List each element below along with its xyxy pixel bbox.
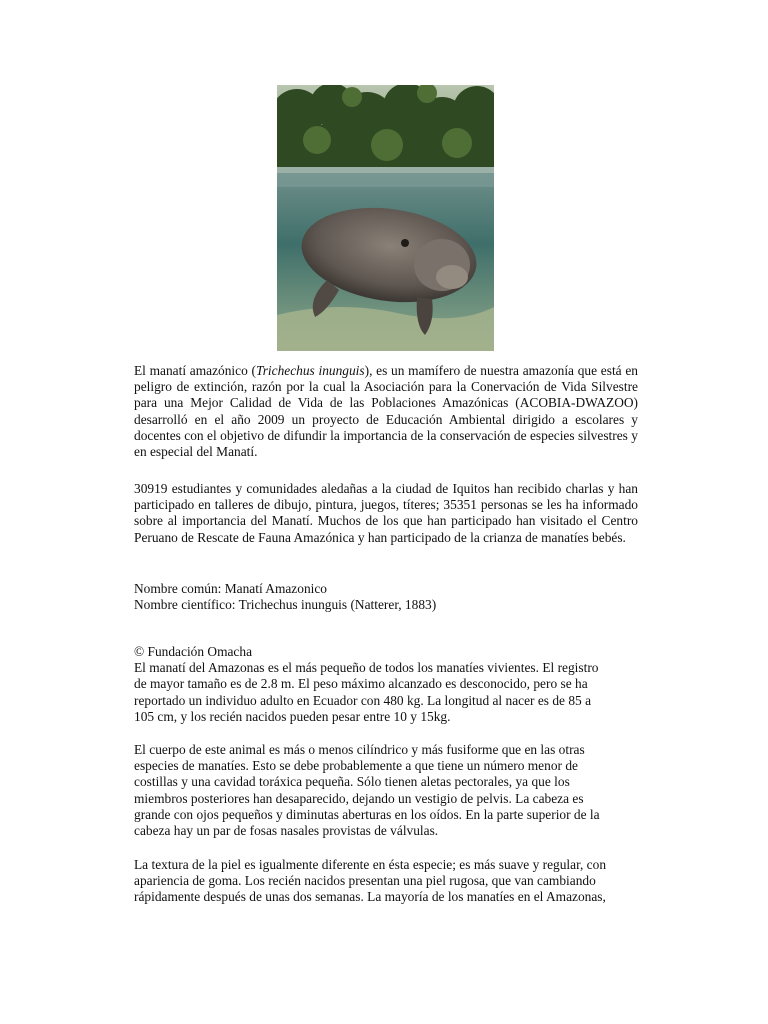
text-line: grande con ojos pequeños y diminutas aberturas en los oídos. En la parte superior de la [134, 806, 600, 822]
names-block [134, 581, 638, 613]
text-line: El cuerpo de este animal es más o menos cilíndrico y más fusiforme que en las otras [134, 742, 585, 757]
skin-paragraph [134, 857, 638, 906]
text-line: El manatí del Amazonas es el más pequeño de todos los manatíes vivientes. El registro [134, 660, 599, 676]
intro-text-rest: ), es un mamífero de nuestra amazonía que está en peligro de extinción, razón por la cual la Asociación para la Conervación de Vida Silvestre para una Mejor Calidad de Vida de las Poblaciones Amazónicas (ACOBIA-DWAZOO) desarrolló en el año 2009 un proyecto de Educación Ambiental dirigido a escolares y docentes con el objetivo de difundir la importancia de la conservación de especies silvestres y en especial del Manatí. [134, 363, 638, 460]
body-paragraph [134, 742, 638, 839]
credit-line: © Fundación Omacha [134, 644, 253, 659]
text-line: La textura de la piel es igualmente diferente en ésta especie; es más suave y regular, con [134, 857, 607, 872]
manatee-photo [277, 85, 494, 351]
size-paragraph [134, 644, 638, 725]
species-name-italic: Trichechus inunguis [255, 363, 365, 378]
text-line: costillas y una cavidad toráxica pequeña. Sólo tienen aletas pectorales, ya que los [134, 774, 570, 790]
common-name: Nombre común: Manatí Amazonico [134, 581, 327, 596]
text-line: rápidamente después de unas dos semanas. La mayoría de los manatíes en el Amazonas, [134, 889, 606, 905]
scientific-name: Nombre científico: Trichechus inunguis (Natterer, 1883) [134, 597, 437, 613]
participation-text: 30919 estudiantes y comunidades aledañas a la ciudad de Iquitos han recibido charlas y han participado en talleres de dibujo, pintura, juegos, títeres; 35351 personas se les ha informado sobre al importancia del Manatí. Muchos de los que han participado han visitado el Centro Peruano de Rescate de Fauna Amazónica y han participado de la crianza de manatíes bebés. [134, 481, 638, 545]
text-line: miembros posteriores han desaparecido, dejando un vestigio de pelvis. La cabeza es [134, 790, 584, 806]
text-line: cabeza hay un par de fosas nasales provistas de válvulas. [134, 823, 439, 839]
participation-paragraph [134, 481, 638, 546]
text-line: reportado un individuo adulto en Ecuador con 480 kg. La longitud al nacer es de 85 a [134, 692, 592, 708]
text-line: de mayor tamaño es de 2.8 m. El peso máximo alcanzado es desconocido, pero se ha [134, 676, 588, 692]
text-line: apariencia de goma. Los recién nacidos presentan una piel rugosa, que van cambiando [134, 873, 596, 889]
text-line: especies de manatíes. Esto se debe probablemente a que tiene un número menor de [134, 758, 578, 774]
text-line: 105 cm, y los recién nacidos pueden pesar entre 10 y 15kg. [134, 708, 451, 724]
intro-paragraph [134, 363, 638, 460]
intro-text-start: El manatí amazónico ( [134, 363, 256, 378]
